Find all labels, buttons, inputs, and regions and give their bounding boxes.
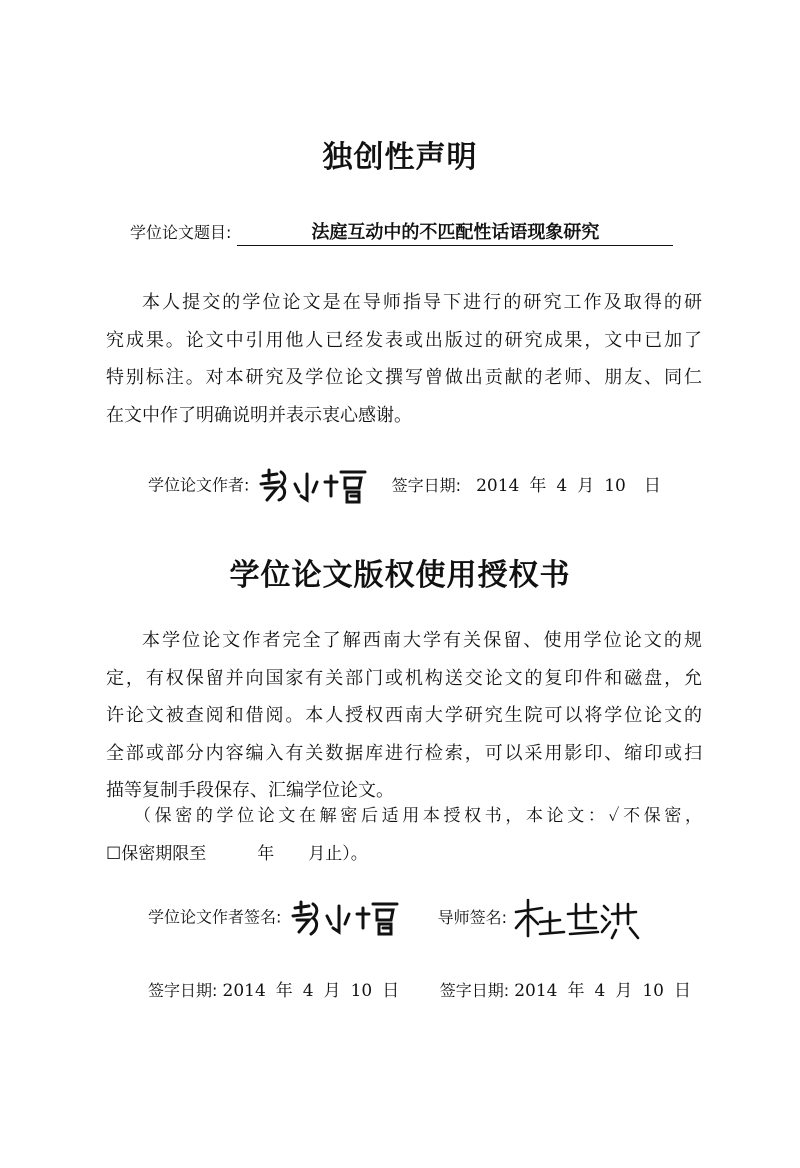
secrecy-line: （保密的学位论文在解密后适用本授权书，本论文：✓不保密， [134, 806, 702, 826]
authorization-line: 描等复制手段保存、汇编学位论文。 [106, 780, 394, 801]
authorization-paragraph [106, 622, 702, 810]
authorization-date-row [148, 976, 701, 1001]
authorization-line: 全部或部分内容编入有关数据库进行检索，可以采用影印、缩印或扫 [106, 742, 702, 764]
declaration-heading: 独创性声明 [322, 140, 478, 175]
author-sign-date: 2014 年 4 月 10 日 [222, 981, 400, 1001]
declaration-line: 本人提交的学位论文是在导师指导下进行的研究工作及取得的研 [142, 292, 702, 313]
secrecy-line: ☐保密期限至 年 月止）。 [106, 843, 368, 864]
advisor-sign-date: 2014 年 4 月 10 日 [514, 981, 691, 1001]
sign-date: 2014 年 4 月 10 日 [476, 475, 661, 496]
declaration-signature-row [148, 466, 661, 506]
advisor-sign-label: 导师签名: [437, 907, 507, 927]
thesis-title-row [130, 218, 673, 246]
thesis-title: 法庭互动中的不匹配性话语现象研究 [237, 218, 673, 246]
declaration-line: 究成果。论文中引用他人已经发表或出版过的研究成果，文中已加了 [106, 329, 702, 351]
authorization-line: 本学位论文作者完全了解西南大学有关保留、使用学位论文的规 [142, 630, 702, 651]
declaration-paragraph [106, 284, 702, 434]
authorization-line: 定，有权保留并向国家有关部门或机构送交论文的复印件和磁盘，允 [106, 667, 702, 689]
advisor-signature-image [512, 896, 642, 940]
author-signature-image [287, 896, 407, 940]
secrecy-note [106, 798, 702, 873]
author-sign-label: 学位论文作者签名: [148, 907, 282, 927]
sign-date-label: 签字日期: [391, 475, 461, 495]
declaration-line: 在文中作了明确说明并表示衷心感谢。 [106, 404, 412, 426]
authorization-signature-row [148, 896, 642, 940]
author-label: 学位论文作者: [148, 475, 250, 495]
thesis-title-label: 学位论文题目: [130, 223, 232, 242]
authorization-line: 许论文被查阅和借阅。本人授权西南大学研究生院可以将学位论文的 [106, 705, 702, 726]
author-date-label: 签字日期: [148, 981, 218, 1000]
declaration-line: 特别标注。对本研究及学位论文撰写曾做出贡献的老师、朋友、同仁 [106, 367, 702, 388]
authorization-heading: 学位论文版权使用授权书 [229, 558, 571, 593]
author-signature-image [255, 466, 375, 506]
advisor-date-label: 签字日期: [439, 981, 510, 1000]
